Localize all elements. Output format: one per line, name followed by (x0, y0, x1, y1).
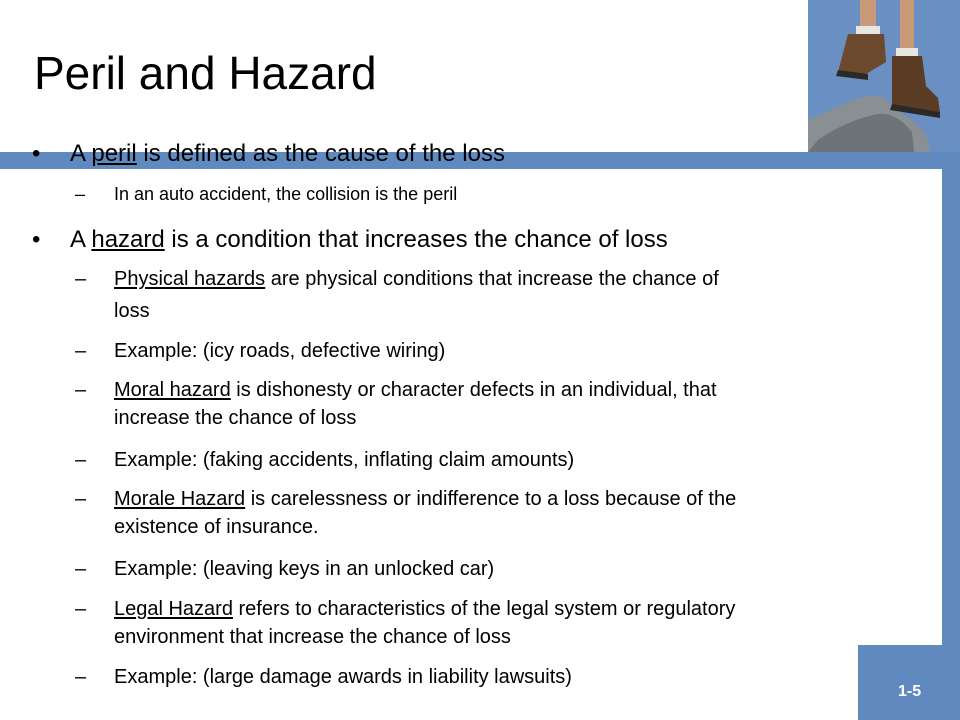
term-hazard: hazard (91, 226, 165, 253)
bullet-text (70, 226, 668, 254)
term-legal-hazard: Legal Hazard (114, 598, 233, 620)
sub-bullet-text: Example: (icy roads, defective wiring) (114, 340, 446, 362)
sub-bullet-marker: – (75, 488, 87, 510)
sub-bullet-text-line2: existence of insurance. (114, 516, 319, 538)
sub-bullet-marker: – (75, 558, 87, 580)
bullet-text-prefix: A (70, 140, 92, 167)
sub-bullet-text: Example: (faking accidents, inflating claim amounts) (114, 449, 575, 471)
sub-bullet-text-line2: loss (114, 300, 150, 322)
bullet-marker: • (32, 140, 41, 167)
sub-bullet-marker: – (75, 449, 87, 471)
bullet-text-suffix: is defined as the cause of the loss (136, 140, 505, 167)
term-physical-hazards: Physical hazards (114, 268, 266, 290)
sub-bullet-marker: – (75, 666, 87, 688)
hiking-boot-photo (808, 0, 960, 152)
bullet-text-suffix: is a condition that increases the chance of loss (164, 226, 668, 253)
slide-title: Peril and Hazard (34, 47, 377, 99)
bullet-text-prefix: A (70, 226, 92, 253)
term-peril: peril (91, 140, 137, 167)
sub-bullet-text (114, 377, 717, 403)
slide-number: 1-5 (898, 683, 922, 700)
sub-bullet-text-line1: is dishonesty or character defects in an individual, that (230, 379, 717, 401)
sub-bullet-text-line2: increase the chance of loss (114, 407, 357, 429)
sub-bullet-marker: – (75, 379, 87, 401)
hiking-boot-on-rock-photo-icon (808, 0, 960, 152)
sub-bullet-text-line1: refers to characteristics of the legal system or regulatory (232, 598, 736, 620)
sub-bullet-marker: – (75, 340, 87, 362)
sub-bullet-text-line1: is carelessness or indifference to a loss because of the (245, 488, 737, 510)
bullet-text (70, 140, 505, 168)
sub-bullet-text-line2: environment that increase the chance of loss (114, 626, 511, 648)
sub-bullet-text: In an auto accident, the collision is the peril (114, 184, 458, 204)
sub-bullet-text (114, 596, 735, 622)
sub-bullet-marker: – (75, 184, 86, 204)
sub-bullet-text-line1: are physical conditions that increase the chance of (265, 268, 719, 290)
sub-bullet-marker: – (75, 598, 87, 620)
sub-bullet-text: Example: (leaving keys in an unlocked car) (114, 558, 495, 580)
term-morale-hazard: Morale Hazard (114, 488, 246, 510)
sub-bullet-text (114, 266, 719, 292)
sub-bullet-text: Example: (large damage awards in liability lawsuits) (114, 666, 572, 688)
bullet-marker: • (32, 226, 41, 253)
sub-bullet-text (114, 486, 736, 512)
term-moral-hazard: Moral hazard (114, 379, 231, 401)
sub-bullet-marker: – (75, 268, 87, 290)
